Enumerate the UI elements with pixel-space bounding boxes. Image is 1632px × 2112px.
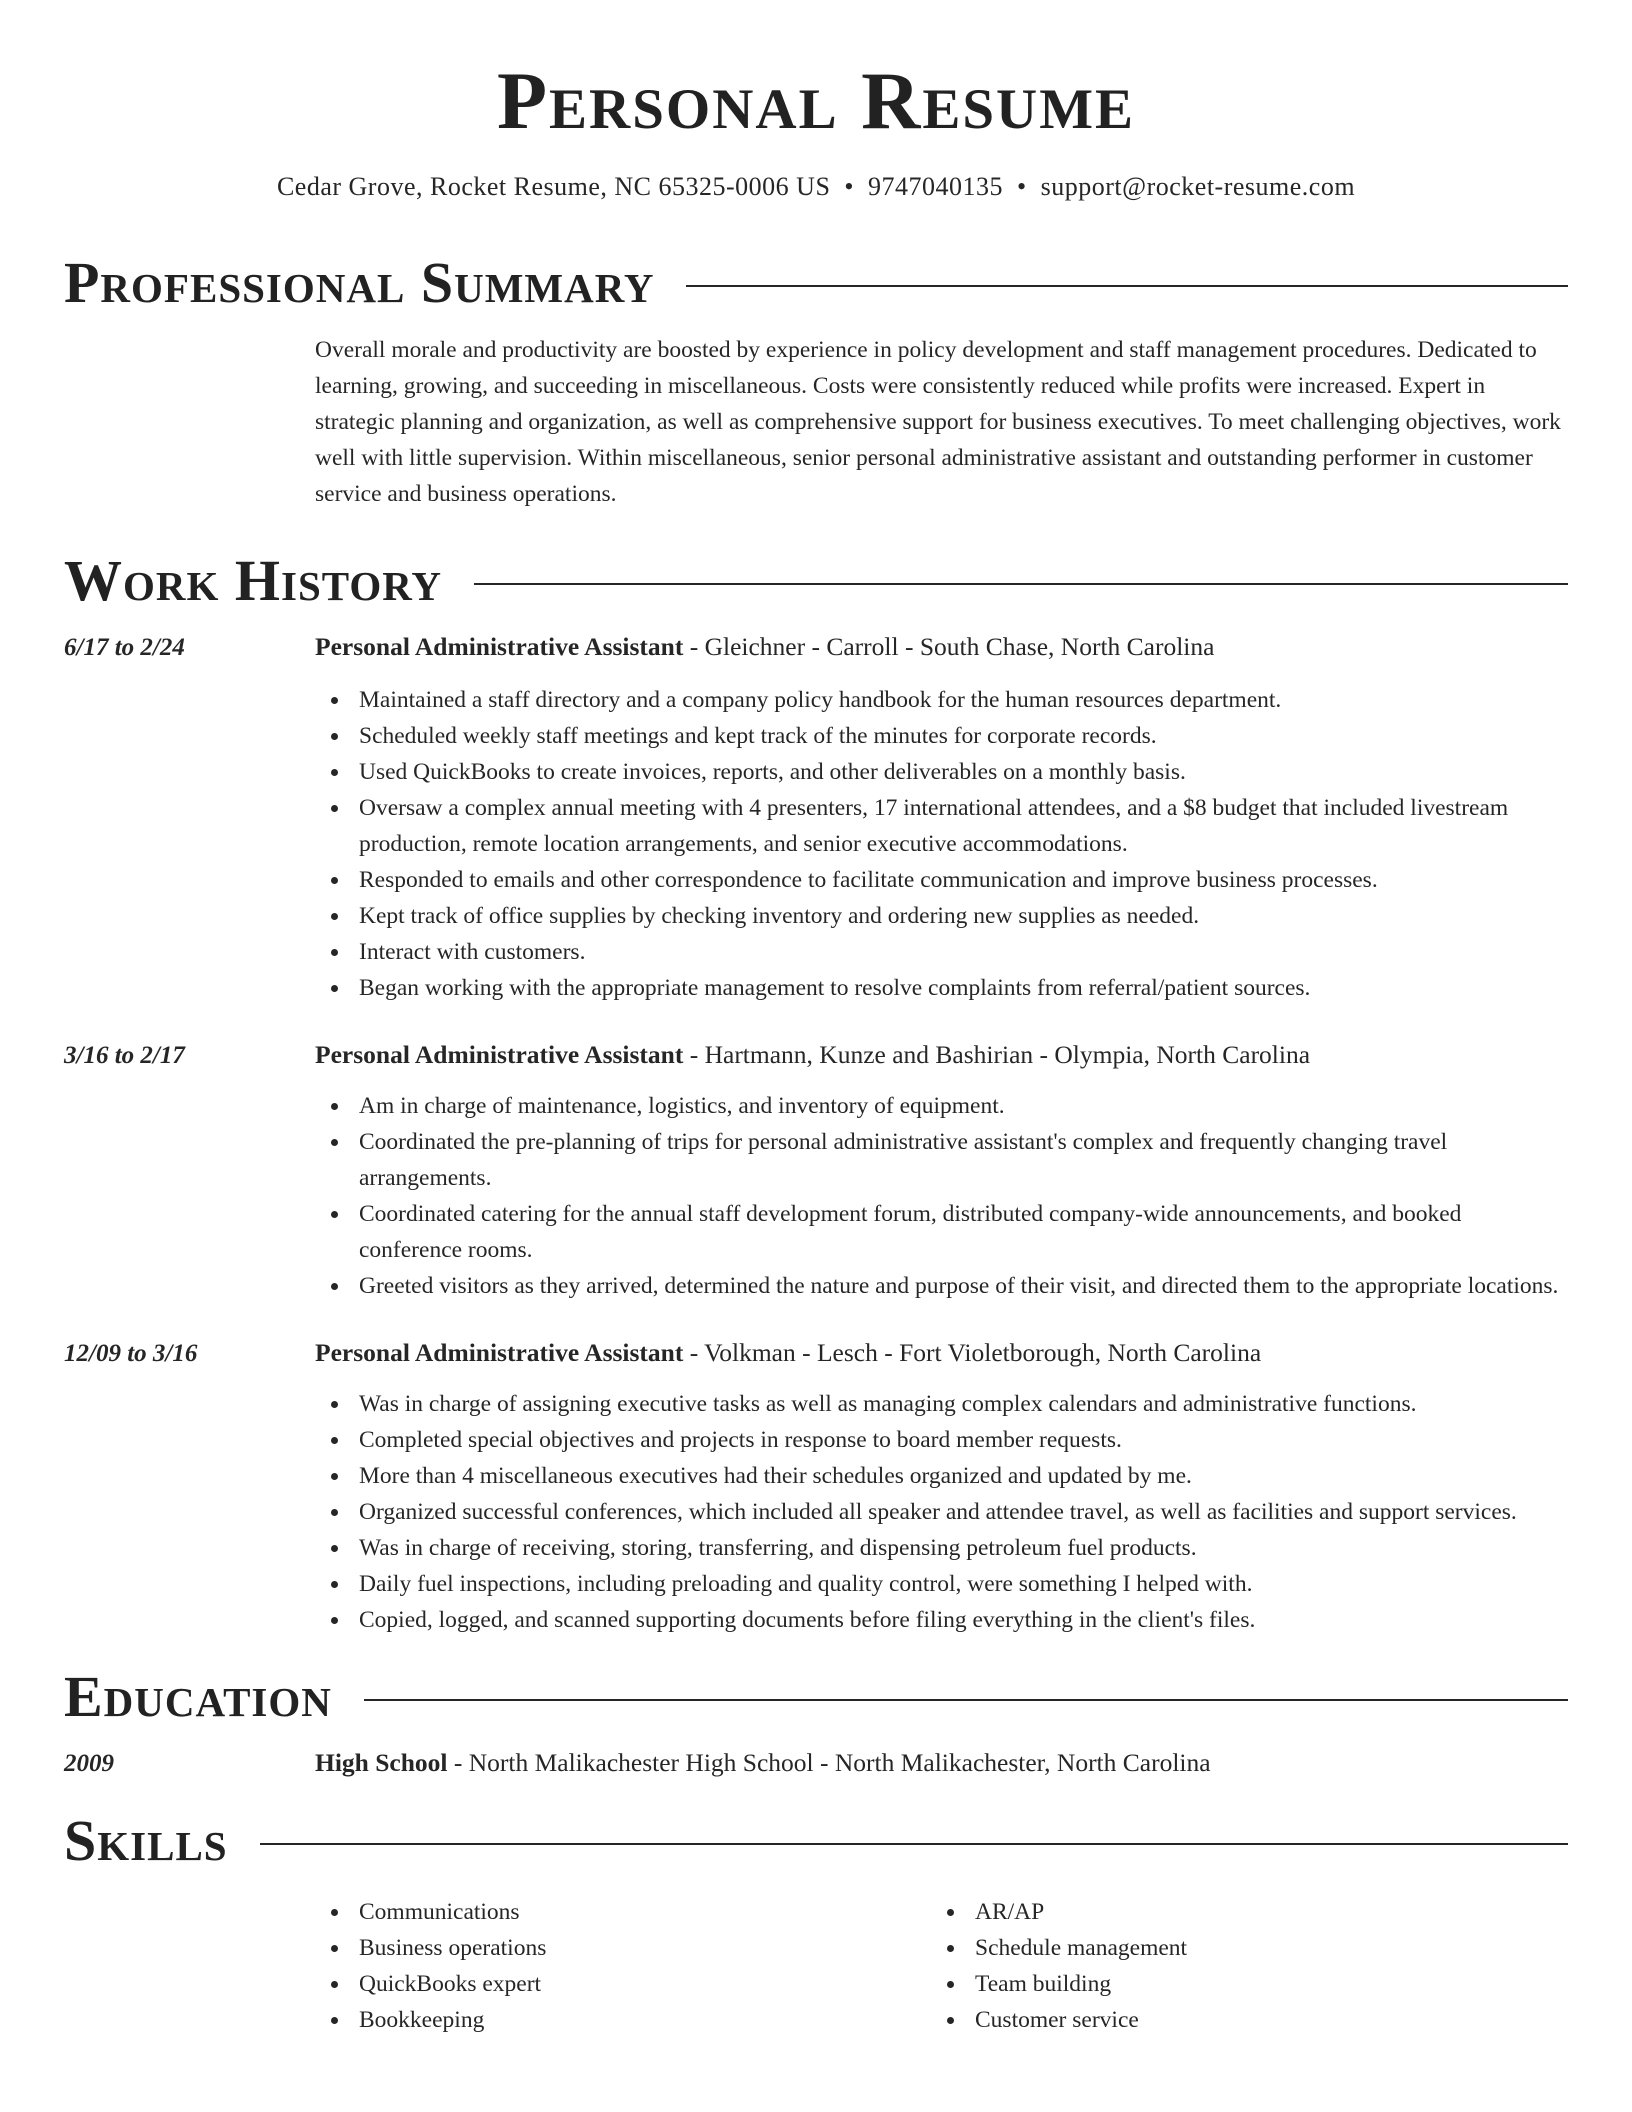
list-item: Copied, logged, and scanned supporting documents before filing everything in the client's files. bbox=[315, 1602, 1568, 1638]
list-item: Coordinated the pre-planning of trips for personal administrative assistant's complex and frequently changing travel arrangements. bbox=[315, 1124, 1568, 1196]
education-date: 2009 bbox=[64, 1750, 114, 1777]
skill-item: QuickBooks expert bbox=[315, 1966, 931, 2002]
contact-line bbox=[64, 172, 1568, 202]
section-divider bbox=[686, 285, 1568, 287]
list-item: More than 4 miscellaneous executives had their schedules organized and updated by me. bbox=[315, 1458, 1568, 1494]
list-item: Interact with customers. bbox=[315, 934, 1568, 970]
separator: • bbox=[1017, 172, 1027, 201]
section-divider bbox=[364, 1699, 1568, 1701]
list-item: Kept track of office supplies by checking inventory and ordering new supplies as needed. bbox=[315, 898, 1568, 934]
job-duties bbox=[315, 682, 1568, 1006]
list-item: Organized successful conferences, which included all speaker and attendee travel, as well as facilities and support services. bbox=[315, 1494, 1568, 1530]
skill-item: AR/AP bbox=[931, 1894, 1547, 1930]
skills-column-right bbox=[931, 1894, 1547, 2038]
job-heading bbox=[315, 1338, 1261, 1368]
job-date: 12/09 to 3/16 bbox=[64, 1340, 198, 1367]
job-employer: - Volkman - Lesch - Fort Violetborough, North Carolina bbox=[683, 1338, 1262, 1367]
school-details: - North Malikachester High School - North Malikachester, North Carolina bbox=[447, 1748, 1211, 1777]
list-item: Maintained a staff directory and a company policy handbook for the human resources department. bbox=[315, 682, 1568, 718]
skills-column-left bbox=[315, 1894, 931, 2038]
job-title: Personal Administrative Assistant bbox=[315, 1338, 684, 1367]
job-entry-header bbox=[64, 632, 1568, 662]
separator: • bbox=[844, 172, 855, 201]
list-item: Coordinated catering for the annual staff development forum, distributed company-wide announcements, and booked conference rooms. bbox=[315, 1196, 1568, 1268]
address: Cedar Grove, Rocket Resume, NC 65325-0006 US bbox=[276, 172, 831, 201]
list-item: Responded to emails and other correspondence to facilitate communication and improve business processes. bbox=[315, 862, 1568, 898]
resume-page bbox=[64, 0, 1568, 2038]
summary-section-header bbox=[64, 250, 1568, 315]
skill-item: Schedule management bbox=[931, 1930, 1547, 1966]
list-item: Oversaw a complex annual meeting with 4 presenters, 17 international attendees, and a $8 budget that included livestream production, remote location arrangements, and senior executive accommodations. bbox=[315, 790, 1568, 862]
job-duties bbox=[315, 1088, 1568, 1304]
list-item: Greeted visitors as they arrived, determined the nature and purpose of their visit, and directed them to the appropriate locations. bbox=[315, 1268, 1568, 1304]
job-title: Personal Administrative Assistant bbox=[315, 1040, 684, 1069]
skill-item: Bookkeeping bbox=[315, 2002, 931, 2038]
list-item: Used QuickBooks to create invoices, reports, and other deliverables on a monthly basis. bbox=[315, 754, 1568, 790]
skill-item: Customer service bbox=[931, 2002, 1547, 2038]
email: support@rocket-resume.com bbox=[1040, 172, 1356, 201]
job-heading bbox=[315, 1040, 1310, 1070]
list-item: Began working with the appropriate management to resolve complaints from referral/patient sources. bbox=[315, 970, 1568, 1006]
job-entry-header bbox=[64, 1040, 1568, 1070]
section-title-work-history: Work History bbox=[64, 548, 443, 613]
section-title-summary: Professional Summary bbox=[64, 250, 655, 315]
skill-item: Communications bbox=[315, 1894, 931, 1930]
job-date: 6/17 to 2/24 bbox=[64, 634, 185, 661]
education-heading bbox=[315, 1748, 1211, 1778]
list-item: Was in charge of assigning executive tasks as well as managing complex calendars and administrative functions. bbox=[315, 1386, 1568, 1422]
job-entry-header bbox=[64, 1338, 1568, 1368]
skills-list bbox=[315, 1894, 1568, 2038]
job-duties bbox=[315, 1386, 1568, 1638]
job-employer: - Gleichner - Carroll - South Chase, North Carolina bbox=[683, 632, 1215, 661]
list-item: Am in charge of maintenance, logistics, and inventory of equipment. bbox=[315, 1088, 1568, 1124]
education-entry bbox=[64, 1748, 1568, 1778]
section-divider bbox=[260, 1843, 1568, 1845]
list-item: Completed special objectives and projects in response to board member requests. bbox=[315, 1422, 1568, 1458]
job-title: Personal Administrative Assistant bbox=[315, 632, 684, 661]
phone: 9747040135 bbox=[868, 172, 1004, 201]
skills-section-header bbox=[64, 1808, 1568, 1873]
skill-item: Business operations bbox=[315, 1930, 931, 1966]
degree: High School bbox=[315, 1748, 448, 1777]
skill-item: Team building bbox=[931, 1966, 1547, 2002]
summary-text: Overall morale and productivity are boosted by experience in policy development and staff management procedures. Dedicated to learning, growing, and succeeding in miscellaneous. Costs were consistently reduced while profits were increased. Expert in strategic planning and organization, as well as comprehensive support for business executives. To meet challenging objectives, work well with little supervision. Within miscellaneous, senior personal administrative assistant and outstanding performer in customer service and business operations. bbox=[315, 337, 1561, 507]
job-heading bbox=[315, 632, 1214, 662]
work-section-header bbox=[64, 548, 1568, 613]
resume-name: Personal Resume bbox=[496, 55, 1136, 146]
list-item: Daily fuel inspections, including preloading and quality control, were something I helped with. bbox=[315, 1566, 1568, 1602]
section-title-education: Education bbox=[64, 1664, 332, 1729]
section-divider bbox=[474, 583, 1568, 585]
job-employer: - Hartmann, Kunze and Bashirian - Olympia, North Carolina bbox=[683, 1040, 1311, 1069]
section-title-skills: Skills bbox=[64, 1808, 228, 1873]
list-item: Scheduled weekly staff meetings and kept track of the minutes for corporate records. bbox=[315, 718, 1568, 754]
job-date: 3/16 to 2/17 bbox=[64, 1042, 185, 1069]
list-item: Was in charge of receiving, storing, transferring, and dispensing petroleum fuel products. bbox=[315, 1530, 1568, 1566]
education-section-header bbox=[64, 1664, 1568, 1729]
